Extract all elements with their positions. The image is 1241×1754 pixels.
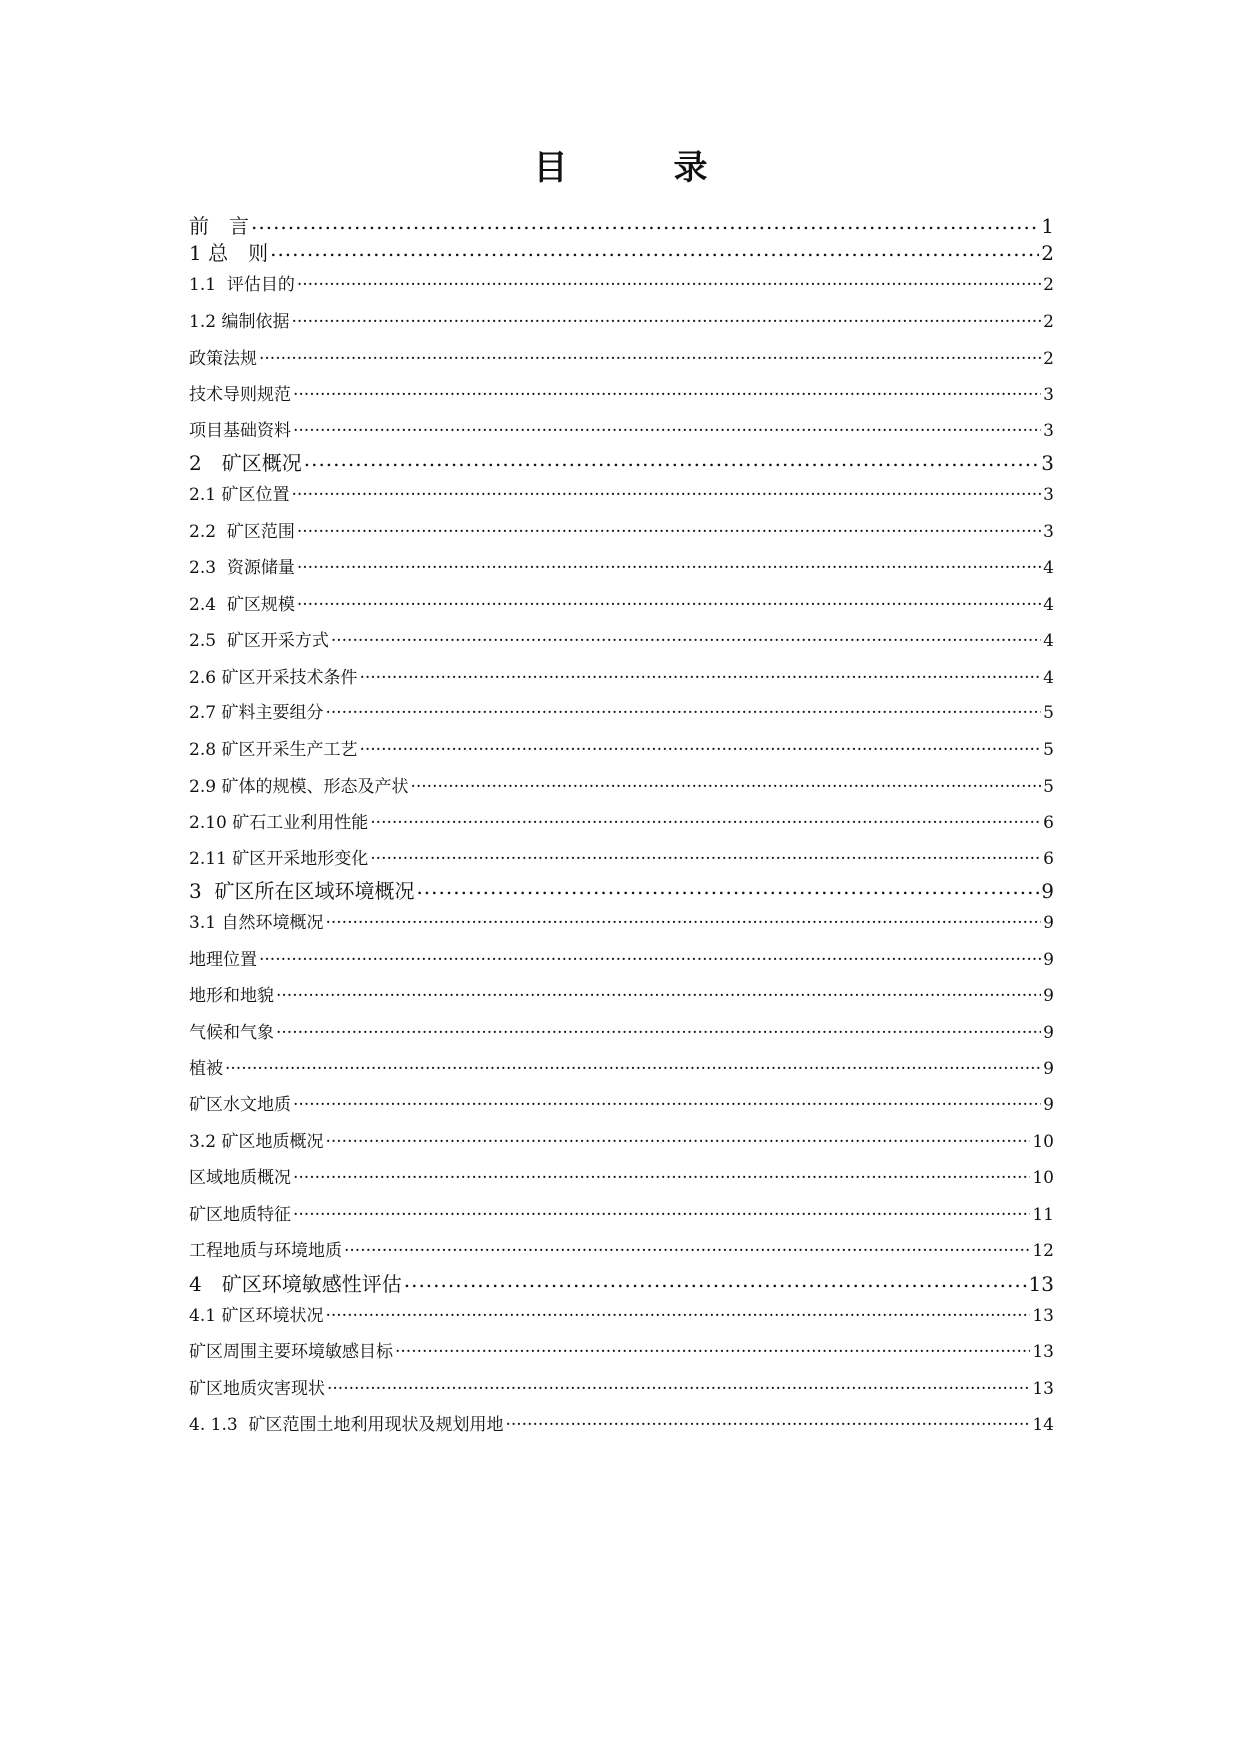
toc-entry-page-number: 9	[1043, 1023, 1054, 1043]
toc-entry[interactable]	[189, 1165, 1054, 1191]
toc-dot-leader	[505, 1413, 1030, 1430]
toc-entry-label: 2.4 矿区规模	[189, 595, 295, 615]
toc-entry-label: 地形和地貌	[189, 986, 274, 1006]
toc-entry[interactable]	[189, 983, 1054, 1009]
toc-entry-label: 2.11 矿区开采地形变化	[189, 849, 369, 869]
toc-dot-leader	[251, 213, 1039, 233]
toc-dot-leader	[293, 419, 1041, 436]
toc-dot-leader	[293, 1203, 1030, 1220]
toc-entry[interactable]	[189, 1020, 1054, 1046]
toc-title: 目 录	[533, 148, 744, 188]
toc-entry-page-number: 9	[1043, 913, 1054, 933]
toc-dot-leader	[297, 273, 1041, 290]
toc-entry-label: 地理位置	[189, 950, 257, 970]
toc-entry-page-number: 13	[1032, 1306, 1054, 1326]
toc-entry-page-number: 2	[1043, 349, 1054, 369]
toc-dot-leader	[327, 1377, 1030, 1394]
toc-dot-leader	[404, 1271, 1027, 1291]
toc-entry-label: 政策法规	[189, 349, 257, 369]
toc-entry-page-number: 4	[1043, 595, 1054, 615]
toc-dot-leader	[291, 483, 1041, 500]
toc-entry-page-number: 4	[1043, 668, 1054, 688]
toc-entry[interactable]	[189, 1056, 1054, 1082]
toc-dot-leader	[325, 1130, 1030, 1147]
toc-dot-leader	[395, 1340, 1030, 1357]
toc-entry-page-number: 14	[1032, 1415, 1054, 1435]
toc-entry-label: 2 矿区概况	[189, 451, 302, 475]
toc-entry-page-number: 6	[1043, 849, 1054, 869]
toc-entry[interactable]	[189, 449, 1054, 477]
toc-entry[interactable]	[189, 1238, 1054, 1264]
toc-entry-page-number: 9	[1043, 950, 1054, 970]
toc-entry-page-number: 5	[1043, 703, 1054, 723]
toc-entry-label: 1.2 编制依据	[189, 312, 290, 332]
toc-entry-page-number: 12	[1032, 1241, 1054, 1261]
toc-entry[interactable]	[189, 1092, 1054, 1118]
toc-entry-label: 气候和气象	[189, 1023, 274, 1043]
toc-entry-label: 矿区周围主要环境敏感目标	[189, 1342, 393, 1362]
toc-entry-label: 4 矿区环境敏感性评估	[189, 1272, 402, 1296]
toc-dot-leader	[359, 666, 1041, 683]
toc-entry[interactable]	[189, 665, 1054, 691]
toc-dot-leader	[359, 738, 1041, 755]
toc-entry[interactable]	[189, 1303, 1054, 1329]
toc-entry-label: 2.2 矿区范围	[189, 522, 295, 542]
toc-entry-page-number: 3	[1043, 421, 1054, 441]
toc-entry[interactable]	[189, 1129, 1054, 1155]
toc-entry[interactable]	[189, 239, 1054, 267]
toc-entry-label: 4. 1.3 矿区范围土地利用现状及规划用地	[189, 1415, 504, 1435]
toc-entry[interactable]	[189, 1270, 1054, 1298]
toc-entry-label: 矿区水文地质	[189, 1095, 291, 1115]
toc-entry-label: 2.3 资源储量	[189, 558, 295, 578]
toc-entry[interactable]	[189, 482, 1054, 508]
toc-entry-label: 2.8 矿区开采生产工艺	[189, 740, 358, 760]
toc-entry-label: 2.5 矿区开采方式	[189, 631, 329, 651]
toc-dot-leader	[304, 450, 1040, 470]
toc-dot-leader	[370, 811, 1041, 828]
toc-dot-leader	[325, 701, 1041, 718]
toc-entry-label: 2.6 矿区开采技术条件	[189, 668, 358, 688]
toc-entry[interactable]	[189, 555, 1054, 581]
toc-entry-page-number: 10	[1032, 1132, 1054, 1152]
toc-dot-leader	[259, 347, 1041, 364]
toc-entry-page-number: 3	[1041, 451, 1054, 475]
toc-dot-leader	[410, 775, 1041, 792]
toc-entry-page-number: 11	[1032, 1205, 1054, 1225]
toc-entry[interactable]	[189, 947, 1054, 973]
toc-entry[interactable]	[189, 346, 1054, 372]
toc-entry-page-number: 6	[1043, 813, 1054, 833]
toc-entry-label: 工程地质与环境地质	[189, 1241, 342, 1261]
toc-entry-page-number: 9	[1043, 986, 1054, 1006]
toc-dot-leader	[416, 878, 1039, 898]
toc-dot-leader	[276, 984, 1041, 1001]
toc-dot-leader	[370, 847, 1041, 864]
toc-entry[interactable]	[189, 877, 1054, 905]
toc-entry-page-number: 1	[1041, 214, 1054, 238]
toc-dot-leader	[293, 383, 1041, 400]
toc-entry[interactable]	[189, 418, 1054, 444]
toc-entry-label: 植被	[189, 1059, 223, 1079]
toc-entry[interactable]	[189, 212, 1054, 240]
toc-dot-leader	[331, 629, 1041, 646]
toc-entry-page-number: 5	[1043, 777, 1054, 797]
toc-entry[interactable]	[189, 519, 1054, 545]
toc-dot-leader	[325, 911, 1041, 928]
toc-entry-label: 2.7 矿料主要组分	[189, 703, 324, 723]
toc-entry-page-number: 9	[1041, 879, 1054, 903]
toc-entry-page-number: 9	[1043, 1059, 1054, 1079]
toc-dot-leader	[297, 556, 1041, 573]
toc-entry-label: 3 矿区所在区域环境概况	[189, 879, 415, 903]
toc-entry-label: 前 言	[189, 214, 249, 238]
toc-dot-leader	[293, 1093, 1041, 1110]
toc-dot-leader	[276, 1021, 1041, 1038]
toc-entry-label: 3.2 矿区地质概况	[189, 1132, 324, 1152]
toc-entry[interactable]	[189, 700, 1054, 726]
toc-entry-label: 区域地质概况	[189, 1168, 291, 1188]
toc-entry[interactable]	[189, 272, 1054, 298]
toc-entry-page-number: 2	[1043, 275, 1054, 295]
toc-entry-page-number: 3	[1043, 385, 1054, 405]
toc-entry[interactable]	[189, 1412, 1054, 1438]
toc-entry-label: 技术导则规范	[189, 385, 291, 405]
toc-entry-page-number: 4	[1043, 631, 1054, 651]
toc-dot-leader	[297, 593, 1041, 610]
toc-dot-leader	[344, 1239, 1030, 1256]
toc-entry-label: 4.1 矿区环境状况	[189, 1306, 324, 1326]
toc-entry-page-number: 9	[1043, 1095, 1054, 1115]
toc-dot-leader	[259, 948, 1041, 965]
toc-entry-label: 2.10 矿石工业利用性能	[189, 813, 369, 833]
toc-dot-leader	[297, 520, 1041, 537]
toc-dot-leader	[270, 240, 1039, 260]
toc-entry-page-number: 2	[1043, 312, 1054, 332]
toc-entry-label: 矿区地质灾害现状	[189, 1379, 325, 1399]
toc-entry-page-number: 13	[1028, 1272, 1054, 1296]
toc-entry[interactable]	[189, 628, 1054, 654]
toc-dot-leader	[291, 310, 1041, 327]
toc-entry-page-number: 10	[1032, 1168, 1054, 1188]
toc-entry-label: 3.1 自然环境概况	[189, 913, 324, 933]
toc-entry[interactable]	[189, 382, 1054, 408]
toc-entry-page-number: 13	[1032, 1342, 1054, 1362]
toc-dot-leader	[325, 1304, 1030, 1321]
toc-entry[interactable]	[189, 592, 1054, 618]
toc-entry-page-number: 13	[1032, 1379, 1054, 1399]
toc-entry-label: 1.1 评估目的	[189, 275, 295, 295]
toc-entry[interactable]	[189, 1339, 1054, 1365]
toc-entry-page-number: 5	[1043, 740, 1054, 760]
toc-entry[interactable]	[189, 810, 1054, 836]
toc-entry[interactable]	[189, 910, 1054, 936]
toc-entry-page-number: 4	[1043, 558, 1054, 578]
toc-entry-label: 2.9 矿体的规模、形态及产状	[189, 777, 409, 797]
toc-entry[interactable]	[189, 1376, 1054, 1402]
toc-entry[interactable]	[189, 737, 1054, 763]
toc-entry[interactable]	[189, 1202, 1054, 1228]
toc-dot-leader	[293, 1166, 1030, 1183]
toc-entry[interactable]	[189, 774, 1054, 800]
toc-entry-label: 1 总 则	[189, 241, 269, 265]
toc-dot-leader	[225, 1057, 1041, 1074]
toc-entry-label: 矿区地质特征	[189, 1205, 291, 1225]
toc-entry[interactable]	[189, 846, 1054, 872]
toc-entry-label: 2.1 矿区位置	[189, 485, 290, 505]
toc-entry-page-number: 3	[1043, 522, 1054, 542]
toc-entry-page-number: 3	[1043, 485, 1054, 505]
toc-entry-label: 项目基础资料	[189, 421, 291, 441]
toc-entry-page-number: 2	[1041, 241, 1054, 265]
toc-entry[interactable]	[189, 309, 1054, 335]
